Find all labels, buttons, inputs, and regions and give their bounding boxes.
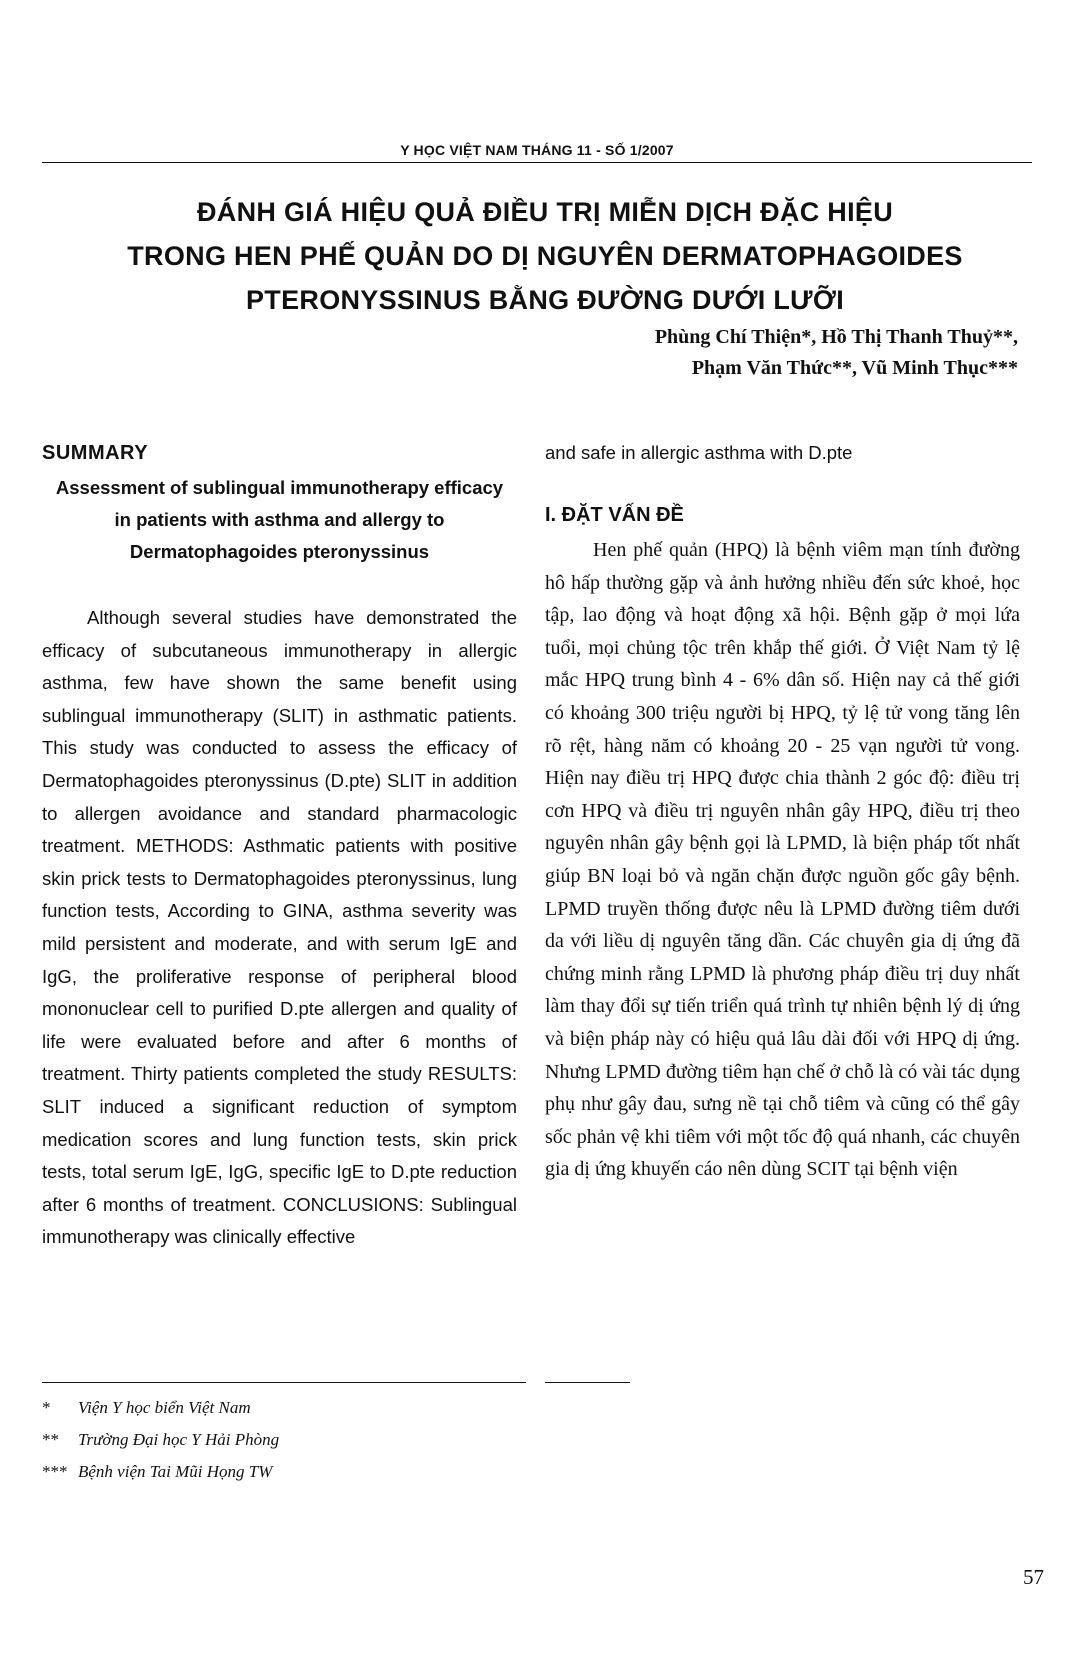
footnote-mark: * xyxy=(42,1398,51,1417)
column-divider xyxy=(42,1382,526,1383)
left-column xyxy=(42,440,517,1254)
running-header: Y HỌC VIỆT NAM THÁNG 11 - SỐ 1/2007 xyxy=(400,142,674,158)
footnote-mark: *** xyxy=(42,1462,68,1481)
abstract-paragraph: Although several studies have demonstrated the efficacy of subcutaneous immunotherapy in allergic asthma, few have shown the same benefit using sublingual immunotherapy (SLIT) in asthmatic patients. This study was conducted to assess the efficacy of Dermatophagoides pteronyssinus (D.pte) SLIT in addition to allergen avoidance and standard pharmacologic treatment. METHODS: Asthmatic patients with positive skin prick tests to Dermatophagoides pteronyssinus, lung function tests, According to GINA, asthma severity was mild persistent and moderate, and with serum IgE and IgG, the proliferative response of peripheral blood mononuclear cell to purified D.pte allergen and quality of life were evaluated before and after 6 months of treatment. Thirty patients completed the study RESULTS: SLIT induced a significant reduction of symptom medication scores and lung function tests, skin prick tests, total serum IgE, IgG, specific IgE to D.pte reduction after 6 months of treatment. CONCLUSIONS: Sublingual immunotherapy was clinically effective xyxy=(42,607,517,1248)
abstract-continuation: and safe in allergic asthma with D.pte xyxy=(545,442,853,463)
section-heading: I. ĐẶT VẤN ĐỀ xyxy=(545,504,684,526)
section-paragraph: Hen phế quản (HPQ) là bệnh viêm mạn tính đường hô hấp thường gặp và ảnh hưởng nhiều đến sức khoẻ, học tập, lao động và hoạt động xã hội. Bệnh gặp ở mọi lứa tuổi, mọi chủng tộc trên khắp thế giới. Ở Việt Nam tỷ lệ mắc HPQ trung bình 4 - 6% dân số. Hiện nay cả thế giới có khoảng 300 triệu người bị HPQ, tỷ lệ tử vong tăng lên rõ rệt, hàng năm có khoảng 20 - 25 vạn người tử vong. Hiện nay điều trị HPQ được chia thành 2 góc độ: điều trị cơn HPQ và điều trị nguyên nhân gây HPQ, điều trị theo nguyên nhân gây bệnh gọi là LPMD, là biện pháp tốt nhất giúp BN loại bỏ và ngăn chặn được nguồn gốc gây bệnh. LPMD truyền thống được nêu là LPMD đường tiêm dưới da với liều dị nguyên tăng dần. Các chuyên gia dị ứng đã chứng minh rằng LPMD là phương pháp điều trị duy nhất làm thay đổi sự tiến triển quá trình tự nhiên bệnh lý dị ứng và biện pháp này có hiệu quả lâu dài đối với HPQ dị ứng. Nhưng LPMD đường tiêm hạn chế ở chỗ là có vài tác dụng phụ như gây đau, sưng nề tại chỗ tiêm và cũng có thể gây sốc phản vệ khi tiêm với một tốc độ quá nhanh, các chuyên gia dị ứng khuyến cáo nên dùng SCIT tại bệnh viện xyxy=(545,539,1020,1181)
footnote xyxy=(42,1392,642,1424)
title-line: PTERONYSSINUS BẰNG ĐƯỜNG DƯỚI LƯỠI xyxy=(245,285,845,315)
title-line: TRONG HEN PHẾ QUẢN DO DỊ NGUYÊN DERMATOPHAGOIDES xyxy=(127,241,963,271)
footnote xyxy=(42,1424,642,1456)
footnote-text: Trường Đại học Y Hải Phòng xyxy=(78,1430,280,1449)
abstract-title: Assessment of sublingual immunotherapy efficacy in patients with asthma and allergy to Dermatophagoides pteronyssinus xyxy=(55,477,504,562)
header-divider xyxy=(42,162,1032,163)
footnotes xyxy=(42,1392,642,1488)
author-line: Phạm Văn Thức**, Vũ Minh Thục*** xyxy=(691,357,1018,379)
footnote-mark: ** xyxy=(42,1430,59,1449)
page-number: 57 xyxy=(1023,1565,1044,1589)
abstract-body xyxy=(42,602,517,1254)
footnote-text: Bệnh viện Tai Mũi Họng TW xyxy=(78,1462,273,1481)
author-line: Phùng Chí Thiện*, Hồ Thị Thanh Thuỷ**, xyxy=(654,326,1018,348)
footnote xyxy=(42,1456,642,1488)
footnote-text: Viện Y học biển Việt Nam xyxy=(78,1398,251,1417)
author-list xyxy=(655,322,1018,384)
article-title xyxy=(60,190,1030,322)
title-line: ĐÁNH GIÁ HIỆU QUẢ ĐIỀU TRỊ MIỄN DỊCH ĐẶC HIỆU xyxy=(196,197,893,227)
section-body xyxy=(545,534,1020,1186)
column-divider xyxy=(545,1382,630,1383)
summary-heading: SUMMARY xyxy=(42,442,149,464)
right-column xyxy=(545,440,1020,1186)
